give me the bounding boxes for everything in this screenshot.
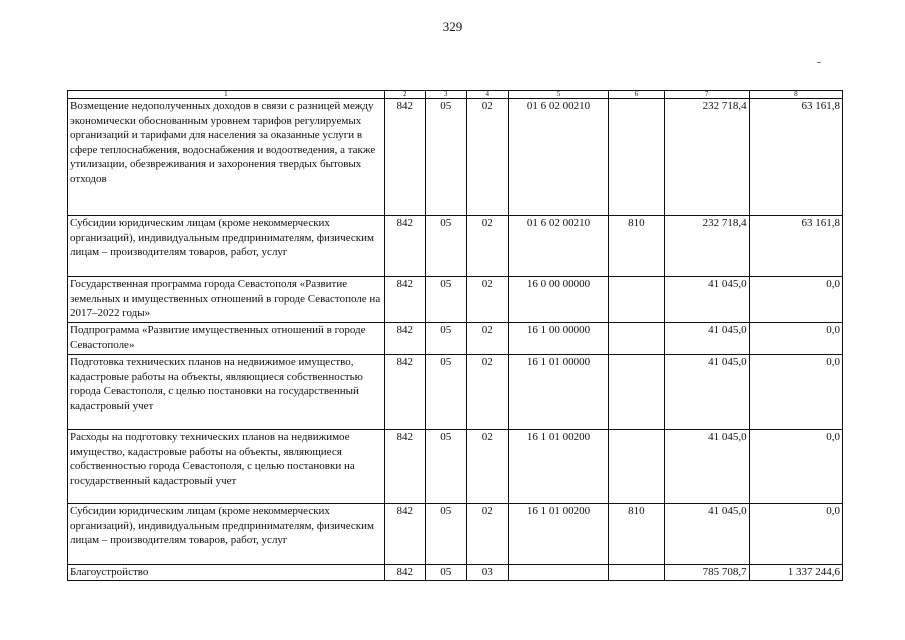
cell-expense-type	[609, 565, 664, 581]
cell-subsection: 02	[466, 504, 508, 565]
cell-subsection: 02	[466, 216, 508, 277]
cell-subsection: 03	[466, 565, 508, 581]
scan-mark	[817, 62, 821, 63]
table-row	[68, 323, 843, 355]
column-number: 7	[664, 91, 749, 99]
column-number-row	[68, 91, 843, 99]
cell-amount-2: 63 161,8	[749, 99, 842, 216]
cell-section: 05	[425, 430, 466, 504]
cell-amount-1: 41 045,0	[664, 430, 749, 504]
cell-subsection: 02	[466, 277, 508, 323]
table-row	[68, 216, 843, 277]
cell-section: 05	[425, 277, 466, 323]
cell-amount-1: 41 045,0	[664, 323, 749, 355]
cell-amount-1: 41 045,0	[664, 355, 749, 430]
cell-subsection: 02	[466, 355, 508, 430]
row-name: Благоустройство	[68, 565, 385, 581]
cell-ministry: 842	[384, 504, 425, 565]
cell-target-article: 16 0 00 00000	[508, 277, 608, 323]
cell-expense-type	[609, 430, 664, 504]
cell-expense-type	[609, 99, 664, 216]
column-number: 3	[425, 91, 466, 99]
cell-amount-1: 41 045,0	[664, 504, 749, 565]
cell-ministry: 842	[384, 99, 425, 216]
table-row	[68, 504, 843, 565]
cell-section: 05	[425, 323, 466, 355]
cell-amount-2: 0,0	[749, 430, 842, 504]
cell-subsection: 02	[466, 99, 508, 216]
cell-expense-type	[609, 323, 664, 355]
cell-ministry: 842	[384, 323, 425, 355]
cell-subsection: 02	[466, 430, 508, 504]
cell-section: 05	[425, 99, 466, 216]
cell-target-article: 16 1 01 00000	[508, 355, 608, 430]
cell-subsection: 02	[466, 323, 508, 355]
budget-table-wrapper	[67, 90, 843, 581]
row-name: Расходы на подготовку технических планов на недвижимое имущество, кадастровые работы на объекты, являющиеся собственностью города Севастополя, с целью постановки на государственный кадастровый учет	[68, 430, 385, 504]
column-number: 4	[466, 91, 508, 99]
cell-amount-1: 785 708,7	[664, 565, 749, 581]
cell-expense-type: 810	[609, 504, 664, 565]
cell-target-article: 16 1 01 00200	[508, 504, 608, 565]
cell-target-article: 01 6 02 00210	[508, 99, 608, 216]
cell-expense-type	[609, 277, 664, 323]
cell-section: 05	[425, 504, 466, 565]
row-name: Субсидии юридическим лицам (кроме некоммерческих организаций), индивидуальным предпринимателям, физическим лицам – производителям товаров, работ, услуг	[68, 504, 385, 565]
table-row	[68, 430, 843, 504]
cell-target-article: 01 6 02 00210	[508, 216, 608, 277]
table-row	[68, 355, 843, 430]
cell-amount-2: 0,0	[749, 504, 842, 565]
column-number: 1	[68, 91, 385, 99]
table-row	[68, 99, 843, 216]
cell-target-article	[508, 565, 608, 581]
cell-amount-2: 0,0	[749, 323, 842, 355]
column-number: 6	[609, 91, 664, 99]
cell-section: 05	[425, 355, 466, 430]
cell-ministry: 842	[384, 430, 425, 504]
row-name: Субсидии юридическим лицам (кроме некоммерческих организаций), индивидуальным предпринимателям, физическим лицам – производителям товаров, работ, услуг	[68, 216, 385, 277]
cell-amount-1: 232 718,4	[664, 216, 749, 277]
cell-section: 05	[425, 565, 466, 581]
cell-amount-1: 232 718,4	[664, 99, 749, 216]
page-number: 329	[442, 19, 463, 34]
row-name: Возмещение недополученных доходов в связи с разницей между экономически обоснованным уровнем тарифов регулируемых организаций и тарифами для населения за оказанные услуги в сфере теплоснабжения, водоснабжения и водоотведения, а также утилизации, обезвреживания и захоронения твердых бытовых отходов	[68, 99, 385, 216]
cell-expense-type	[609, 355, 664, 430]
cell-ministry: 842	[384, 277, 425, 323]
cell-target-article: 16 1 00 00000	[508, 323, 608, 355]
cell-expense-type: 810	[609, 216, 664, 277]
row-name: Подготовка технических планов на недвижимое имущество, кадастровые работы на объекты, являющиеся собственностью города Севастополя, с целью постановки на государственный кадастровый учет	[68, 355, 385, 430]
cell-amount-2: 1 337 244,6	[749, 565, 842, 581]
column-number: 5	[508, 91, 608, 99]
cell-amount-2: 63 161,8	[749, 216, 842, 277]
cell-ministry: 842	[384, 216, 425, 277]
budget-table	[67, 90, 843, 581]
cell-amount-1: 41 045,0	[664, 277, 749, 323]
row-name: Государственная программа города Севастополя «Развитие земельных и имущественных отношений в городе Севастополе на 2017–2022 годы»	[68, 277, 385, 323]
cell-amount-2: 0,0	[749, 355, 842, 430]
column-number: 2	[384, 91, 425, 99]
cell-target-article: 16 1 01 00200	[508, 430, 608, 504]
cell-amount-2: 0,0	[749, 277, 842, 323]
table-row	[68, 565, 843, 581]
row-name: Подпрограмма «Развитие имущественных отношений в городе Севастополе»	[68, 323, 385, 355]
cell-section: 05	[425, 216, 466, 277]
cell-ministry: 842	[384, 355, 425, 430]
table-row	[68, 277, 843, 323]
column-number: 8	[749, 91, 842, 99]
cell-ministry: 842	[384, 565, 425, 581]
